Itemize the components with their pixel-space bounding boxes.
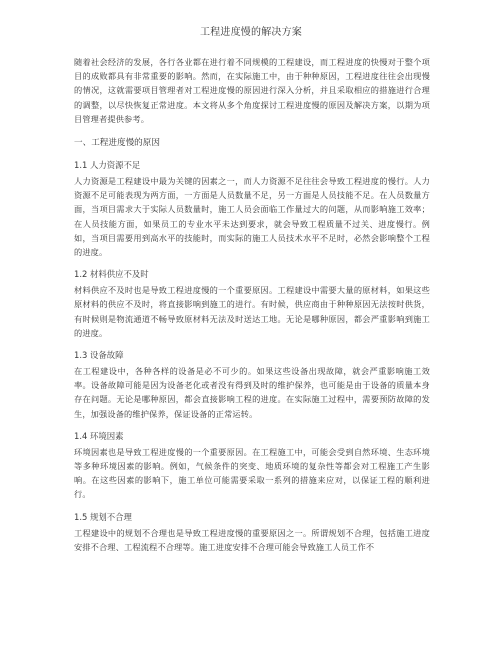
intro-paragraph: 随着社会经济的发展，各行各业都在进行着不同规模的工程建设，而工程进度的快慢对于整个项目的成败都具有非常重要的影响。然而，在实际施工中，由于种种原因，工程进度往往会出现慢的情况，这就需要项目管理者对工程进度慢的原因进行深入分析，并且采取相应的措施进行合理的调整，以尽快恢复正常进度。本文将从多个角度探讨工程进度慢的原因及解决方案，以期为项目管理者提供参考。 <box>74 57 430 124</box>
subsection-heading-1-5: 1.5 规划不合理 <box>74 511 132 522</box>
document-body <box>74 55 430 554</box>
subsection-paragraph-1-3: 在工程建设中，各种各样的设备是必不可少的。如果这些设备出现故障，就会严重影响施工效率。设备故障可能是因为设备老化或者没有得到及时的维护保养，也可能是由于设备的质量本身存在问题。无论是哪种原因，都会直接影响工程的进度。在实际施工过程中，需要预防故障的发生，加强设备的维护保养，保证设备的正常运转。 <box>74 366 430 419</box>
subsection-heading-1-2: 1.2 材料供应不及时 <box>74 269 149 280</box>
subsection-heading-1-4: 1.4 环境因素 <box>74 430 124 441</box>
subsection-paragraph-1-4: 环境因素也是导致工程进度慢的一个重要原因。在工程施工中，可能会受到自然环境、生态环境等多种环境因素的影响。例如，气候条件的突变、地质环境的复杂性等都会对工程施工产生影响。在这些因素的影响下，施工单位可能需要采取一系列的措施来应对，以保证工程的顺利进行。 <box>74 446 430 500</box>
subsection-paragraph-1-5: 工程建设中的规划不合理也是导致工程进度慢的重要原因之一。所谓规划不合理，包括施工进度安排不合理、工程流程不合理等。施工进度安排不合理可能会导致施工人员工作不 <box>74 527 430 552</box>
subsection-paragraph-1-2: 材料供应不及时也是导致工程进度慢的一个重要原因。工程建设中需要大量的原材料，如果这些原材料的供应不及时，将直接影响到施工的进行。有时候，供应商由于种种原因无法按时供货，有时候则是物流通道不畅导致原材料无法及时送达工地。无论是哪种原因，都会严重影响到施工的进度。 <box>74 285 430 338</box>
section-heading: 一、工程进度慢的原因 <box>74 138 160 149</box>
subsection-heading-1-1: 1.1 人力资源不足 <box>74 160 141 171</box>
subsection-paragraph-1-1: 人力资源是工程建设中最为关键的因素之一，而人力资源不足往往会导致工程进度的慢行。人力资源不足可能表现为两方面，一方面是人员数量不足，另一方面是人员技能不足。在人员数量方面，当项目需求大于实际人员数量时，施工人员会面临工作量过大的问题，从而影响施工效率；在人员技能方面，如果员工的专业水平未达到要求，就会导致工程质量不过关、进度慢行。例如，当项目需要用到高水平的技能时，而实际的施工人员技术水平不足时，必然会影响整个工程的进度。 <box>74 176 430 258</box>
subsection-heading-1-3: 1.3 设备故障 <box>74 350 124 361</box>
document-title: 工程进度慢的解决方案 <box>200 27 302 38</box>
